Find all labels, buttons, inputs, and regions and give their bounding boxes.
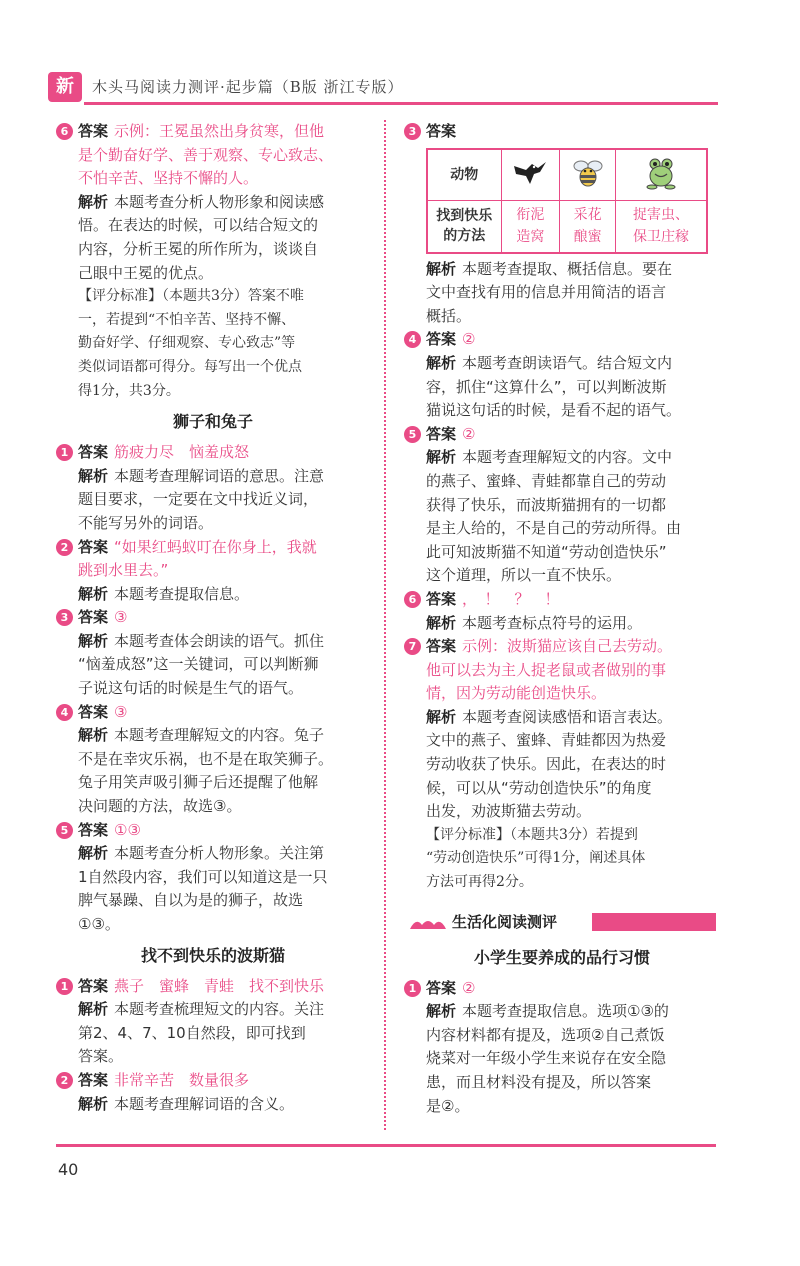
table-cell	[616, 201, 707, 253]
answer-text: 他可以去为主人捉老鼠或者做别的事	[426, 660, 667, 679]
analysis-text: 第2、4、7、10自然段，即可找到	[78, 1023, 306, 1042]
s3-q1-analysis	[404, 1000, 720, 1024]
analysis-label: 解析	[78, 844, 109, 863]
question-number: 5	[404, 426, 421, 443]
analysis-text: 本题考查理解词语的意思。注意	[114, 466, 325, 485]
analysis-text: 本题考查提取信息。	[114, 584, 250, 603]
s1-q5-analysis	[56, 842, 370, 866]
cell-text: 酿蜜	[573, 229, 602, 246]
table-cell	[560, 149, 616, 201]
answer-label: 答案	[426, 122, 457, 140]
s3-q1-answer	[404, 977, 720, 1001]
answer-label: 答案	[426, 424, 457, 443]
section-banner	[404, 909, 720, 939]
table-row	[427, 149, 707, 201]
analysis-text: 本题考查理解词语的含义。	[114, 1094, 295, 1113]
answer-text: 燕子 蜜蜂 青蛙 找不到快乐	[114, 976, 325, 995]
scoring-standard: 【评分标准】（本题共3分）若提到	[426, 826, 638, 843]
wave-icon	[410, 915, 446, 931]
question-number: 3	[404, 123, 421, 140]
answer-text: 情，因为劳动能创造快乐。	[426, 684, 607, 703]
scoring-standard: 得1分，共3分。	[78, 382, 180, 399]
s2-q2-answer	[56, 1069, 370, 1093]
cell-text: 保卫庄稼	[633, 229, 689, 246]
analysis-text: “恼羞成怒”这一关键词，可以判断狮	[78, 655, 319, 674]
s1-q1-answer	[56, 441, 370, 465]
q6-analysis	[56, 191, 370, 215]
analysis-label: 解析	[78, 584, 109, 603]
analysis-text: 此可知波斯猫不知道“劳动创造快乐”	[426, 542, 667, 561]
q7-analysis	[404, 706, 720, 730]
analysis-label: 解析	[426, 707, 457, 726]
answer-label: 答案	[426, 589, 457, 608]
s1-q2-analysis	[56, 583, 370, 607]
answer-text: ①③	[114, 820, 141, 839]
section-title: 狮子和兔子	[172, 412, 253, 432]
scoring-standard: 类似词语都可得分。每写出一个优点	[78, 358, 302, 375]
analysis-text: 出发，劝波斯猫去劳动。	[426, 802, 592, 821]
analysis-text: 答案。	[78, 1047, 124, 1066]
question-number: 3	[56, 609, 73, 626]
question-number: 1	[56, 978, 73, 995]
analysis-text: 内容材料都有提及，选项②自己煮饭	[426, 1025, 665, 1044]
s1-q4-answer	[56, 701, 370, 725]
scoring-standard: 一，若提到“不怕辛苦、坚持不懈、	[78, 311, 296, 328]
answer-label: 答案	[78, 537, 109, 556]
answer-label: 答案	[78, 976, 109, 995]
cell-text: 采花	[573, 207, 602, 224]
analysis-text: 本题考查分析人物形象。关注第	[114, 844, 325, 863]
section-title: 找不到快乐的波斯猫	[140, 945, 285, 965]
answer-text: ②	[462, 978, 476, 997]
table-header-cell	[427, 201, 501, 253]
answer-label: 答案	[78, 1070, 109, 1089]
right-column	[404, 120, 720, 1118]
s1-q2-answer	[56, 536, 370, 560]
analysis-text: 内容，分析王冕的所作所为，谈谈自	[78, 239, 319, 258]
header-divider	[84, 102, 718, 105]
analysis-label: 解析	[426, 613, 457, 632]
table-cell	[501, 201, 560, 253]
answer-text: ②	[462, 330, 476, 349]
answer-text: 筋疲力尽 恼羞成怒	[114, 443, 250, 462]
footer-divider	[56, 1144, 716, 1147]
answer-label: 答案	[78, 122, 109, 140]
scoring-standard: 【评分标准】（本题共3分）答案不唯	[78, 288, 304, 305]
answer-text: ②	[462, 424, 476, 443]
header-text: 的方法	[443, 228, 486, 245]
analysis-label: 解析	[78, 1000, 109, 1019]
analysis-text: 概括。	[426, 306, 472, 325]
banner-title: 生活化阅读测评	[452, 912, 558, 931]
scoring-standard: “劳动创造快乐”可得1分，阐述具体	[426, 850, 646, 867]
page-number: 40	[58, 1160, 79, 1179]
analysis-text: 脾气暴躁、自以为是的狮子，故选	[78, 891, 304, 910]
section-title: 小学生要养成的品行习惯	[473, 947, 650, 967]
analysis-text: 是②。	[426, 1096, 470, 1115]
answer-text: 不怕辛苦、坚持不懈的人。	[78, 169, 259, 188]
analysis-label: 解析	[78, 466, 109, 485]
cell-text: 衔泥	[516, 207, 545, 224]
bee-icon	[571, 156, 605, 190]
question-number: 1	[404, 980, 421, 997]
book-title: 木头马阅读力测评·起步篇（B版 浙江专版）	[92, 78, 404, 96]
analysis-text: 本题考查分析人物形象和阅读感	[114, 192, 325, 211]
cell-text: 造窝	[516, 229, 545, 246]
q6-answer	[56, 120, 370, 144]
header-text: 找到快乐	[436, 208, 493, 225]
analysis-text: 容，抓住“这算什么”，可以判断波斯	[426, 377, 667, 396]
swallow-icon	[512, 158, 548, 188]
answer-text: 是个勤奋好学、善于观察、专心致志、	[78, 145, 334, 164]
answer-label: 答案	[78, 443, 109, 462]
s2-q1-analysis	[56, 998, 370, 1022]
scoring-standard: 勤奋好学、仔细观察、专心致志”等	[78, 335, 296, 352]
analysis-text: 的燕子、蜜蜂、青蛙都靠自己的劳动	[426, 471, 667, 490]
question-number: 6	[404, 591, 421, 608]
column-divider	[384, 120, 386, 1130]
q3-answer	[404, 120, 720, 144]
question-number: 7	[404, 638, 421, 655]
analysis-text: 兔子用笑声吸引狮子后还提醒了他解	[78, 773, 319, 792]
answer-label: 答案	[426, 637, 457, 656]
analysis-text: 不是在幸灾乐祸，也不是在取笑狮子。	[78, 749, 334, 768]
answer-label: 答案	[78, 820, 109, 839]
q3-analysis	[404, 258, 720, 282]
frog-icon	[644, 156, 678, 190]
question-number: 1	[56, 444, 73, 461]
analysis-label: 解析	[78, 192, 109, 211]
analysis-label: 解析	[78, 1094, 109, 1113]
table-cell	[616, 149, 707, 201]
analysis-text: 文中查找有用的信息并用简洁的语言	[426, 283, 667, 302]
cell-text: 捉害虫、	[633, 207, 689, 224]
analysis-text: 己眼中王冕的优点。	[78, 263, 214, 282]
answer-text: ， ！ ？ ！	[462, 589, 560, 608]
s1-q1-analysis	[56, 465, 370, 489]
analysis-text: 悟。在表达的时候，可以结合短文的	[78, 216, 319, 235]
s1-q5-answer	[56, 819, 370, 843]
animal-table	[426, 148, 708, 254]
analysis-text: 患，而且材料没有提及，所以答案	[426, 1073, 652, 1091]
analysis-text: 候，可以从“劳动创造快乐”的角度	[426, 778, 652, 797]
analysis-label: 解析	[426, 353, 457, 372]
question-number: 5	[56, 822, 73, 839]
analysis-text: 劳动收获了快乐。因此，在表达的时	[426, 755, 667, 774]
analysis-text: 本题考查提取信息。选项①③的	[462, 1002, 669, 1021]
answer-text: 跳到水里去。”	[78, 561, 169, 580]
table-cell	[501, 149, 560, 201]
answer-label: 答案	[78, 608, 109, 627]
q5-analysis	[404, 446, 720, 470]
question-number: 6	[56, 123, 73, 140]
analysis-text: 本题考查理解短文的内容。文中	[462, 448, 673, 467]
analysis-text: ①③。	[78, 915, 120, 933]
answer-text: ③	[114, 702, 128, 721]
table-cell	[560, 201, 616, 253]
question-number: 2	[56, 1072, 73, 1089]
answer-label: 答案	[78, 702, 109, 721]
answer-label: 答案	[426, 978, 457, 997]
question-number: 2	[56, 539, 73, 556]
analysis-text: 本题考查体会朗读的语气。抓住	[114, 631, 325, 650]
left-column	[56, 120, 370, 1116]
analysis-text: 本题考查理解短文的内容。兔子	[114, 726, 325, 745]
analysis-text: 本题考查阅读感悟和语言表达。	[462, 707, 673, 726]
table-header-cell: 动物	[427, 149, 501, 201]
q7-answer	[404, 635, 720, 659]
q6-punct-answer	[404, 588, 720, 612]
series-badge: 新	[48, 72, 82, 102]
analysis-label: 解析	[426, 259, 457, 278]
analysis-label: 解析	[78, 631, 109, 650]
answer-text: 示例：波斯猫应该自己去劳动。	[462, 637, 673, 656]
banner-bar	[592, 913, 716, 931]
answer-label: 答案	[426, 330, 457, 349]
analysis-text: 题目要求，一定要在文中找近义词，	[78, 490, 319, 509]
question-number: 4	[56, 704, 73, 721]
analysis-text: 不能写另外的词语。	[78, 513, 214, 532]
s1-q3-answer	[56, 606, 370, 630]
q4-answer	[404, 328, 720, 352]
page-header	[48, 70, 718, 106]
answer-text: 非常辛苦 数量很多	[114, 1070, 250, 1089]
analysis-text: 猫说这句话的时候，是看不起的语气。	[426, 401, 682, 420]
analysis-text: 本题考查提取、概括信息。要在	[462, 259, 673, 278]
answer-text: 示例：王冕虽然出身贫寒，但他	[114, 122, 325, 140]
q5-answer	[404, 423, 720, 447]
analysis-text: 本题考查朗读语气。结合短文内	[462, 353, 673, 372]
analysis-text: 决问题的方法，故选③。	[78, 797, 242, 816]
analysis-text: 本题考查标点符号的运用。	[462, 613, 643, 632]
analysis-text: 子说这句话的时候是生气的语气。	[78, 679, 304, 698]
analysis-label: 解析	[426, 448, 457, 467]
s2-q2-analysis	[56, 1093, 370, 1117]
q4-analysis	[404, 352, 720, 376]
question-number: 4	[404, 331, 421, 348]
analysis-label: 解析	[426, 1002, 457, 1021]
q6-punct-analysis	[404, 612, 720, 636]
analysis-text: 获得了快乐，而波斯猫拥有的一切都	[426, 495, 667, 514]
analysis-text: 文中的燕子、蜜蜂、青蛙都因为热爱	[426, 731, 667, 750]
analysis-text: 这个道理，所以一直不快乐。	[426, 566, 622, 585]
analysis-text: 烧菜对一年级小学生来说存在安全隐	[426, 1049, 667, 1068]
analysis-label: 解析	[78, 726, 109, 745]
answer-text: “如果红蚂蚁叮在你身上，我就	[114, 537, 317, 556]
s2-q1-answer	[56, 975, 370, 999]
answer-text: ③	[114, 608, 128, 627]
analysis-text: 1自然段内容，我们可以知道这是一只	[78, 867, 328, 886]
analysis-text: 是主人给的，不是自己的劳动所得。由	[426, 519, 682, 538]
scoring-standard: 方法可再得2分。	[426, 874, 533, 891]
s1-q4-analysis	[56, 724, 370, 748]
analysis-text: 本题考查梳理短文的内容。关注	[114, 1000, 325, 1019]
s1-q3-analysis	[56, 630, 370, 654]
table-row	[427, 201, 707, 253]
